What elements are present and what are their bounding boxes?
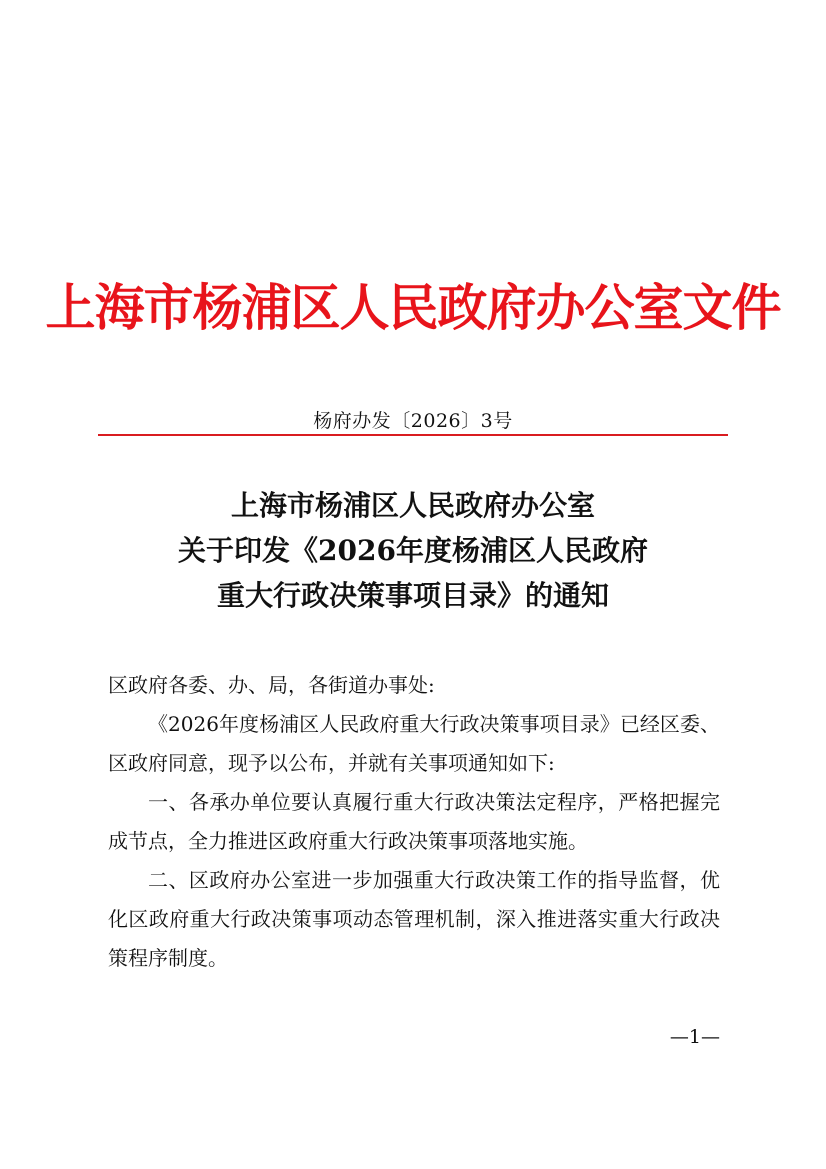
body-text [108, 666, 720, 978]
paragraph-item-1: 一、各承办单位要认真履行重大行政决策法定程序，严格把握完成节点，全力推进区政府重大行政决策事项落地实施。 [108, 790, 720, 853]
paragraph-item-2: 二、区政府办公室进一步加强重大行政决策工作的指导监督，优化区政府重大行政决策事项动态管理机制，深入推进落实重大行政决策程序制度。 [108, 868, 720, 970]
paragraph-intro: 《2026年度杨浦区人民政府重大行政决策事项目录》已经区委、区政府同意，现予以公布，并就有关事项通知如下: [108, 712, 720, 775]
red-divider-line [98, 434, 728, 436]
salutation: 区政府各委、办、局，各街道办事处: [108, 673, 435, 697]
title-line-3: 重大行政决策事项目录》的通知 [216, 579, 609, 612]
document-number: 杨府办发〔2026〕3号 [313, 410, 513, 432]
title-line-1: 上海市杨浦区人民政府办公室 [230, 489, 595, 522]
page-number: —1— [669, 1026, 720, 1048]
masthead-title: 上海市杨浦区人民政府办公室文件 [45, 278, 781, 337]
notice-title [0, 483, 826, 618]
title-line-2: 关于印发《2026年度杨浦区人民政府 [178, 534, 648, 567]
